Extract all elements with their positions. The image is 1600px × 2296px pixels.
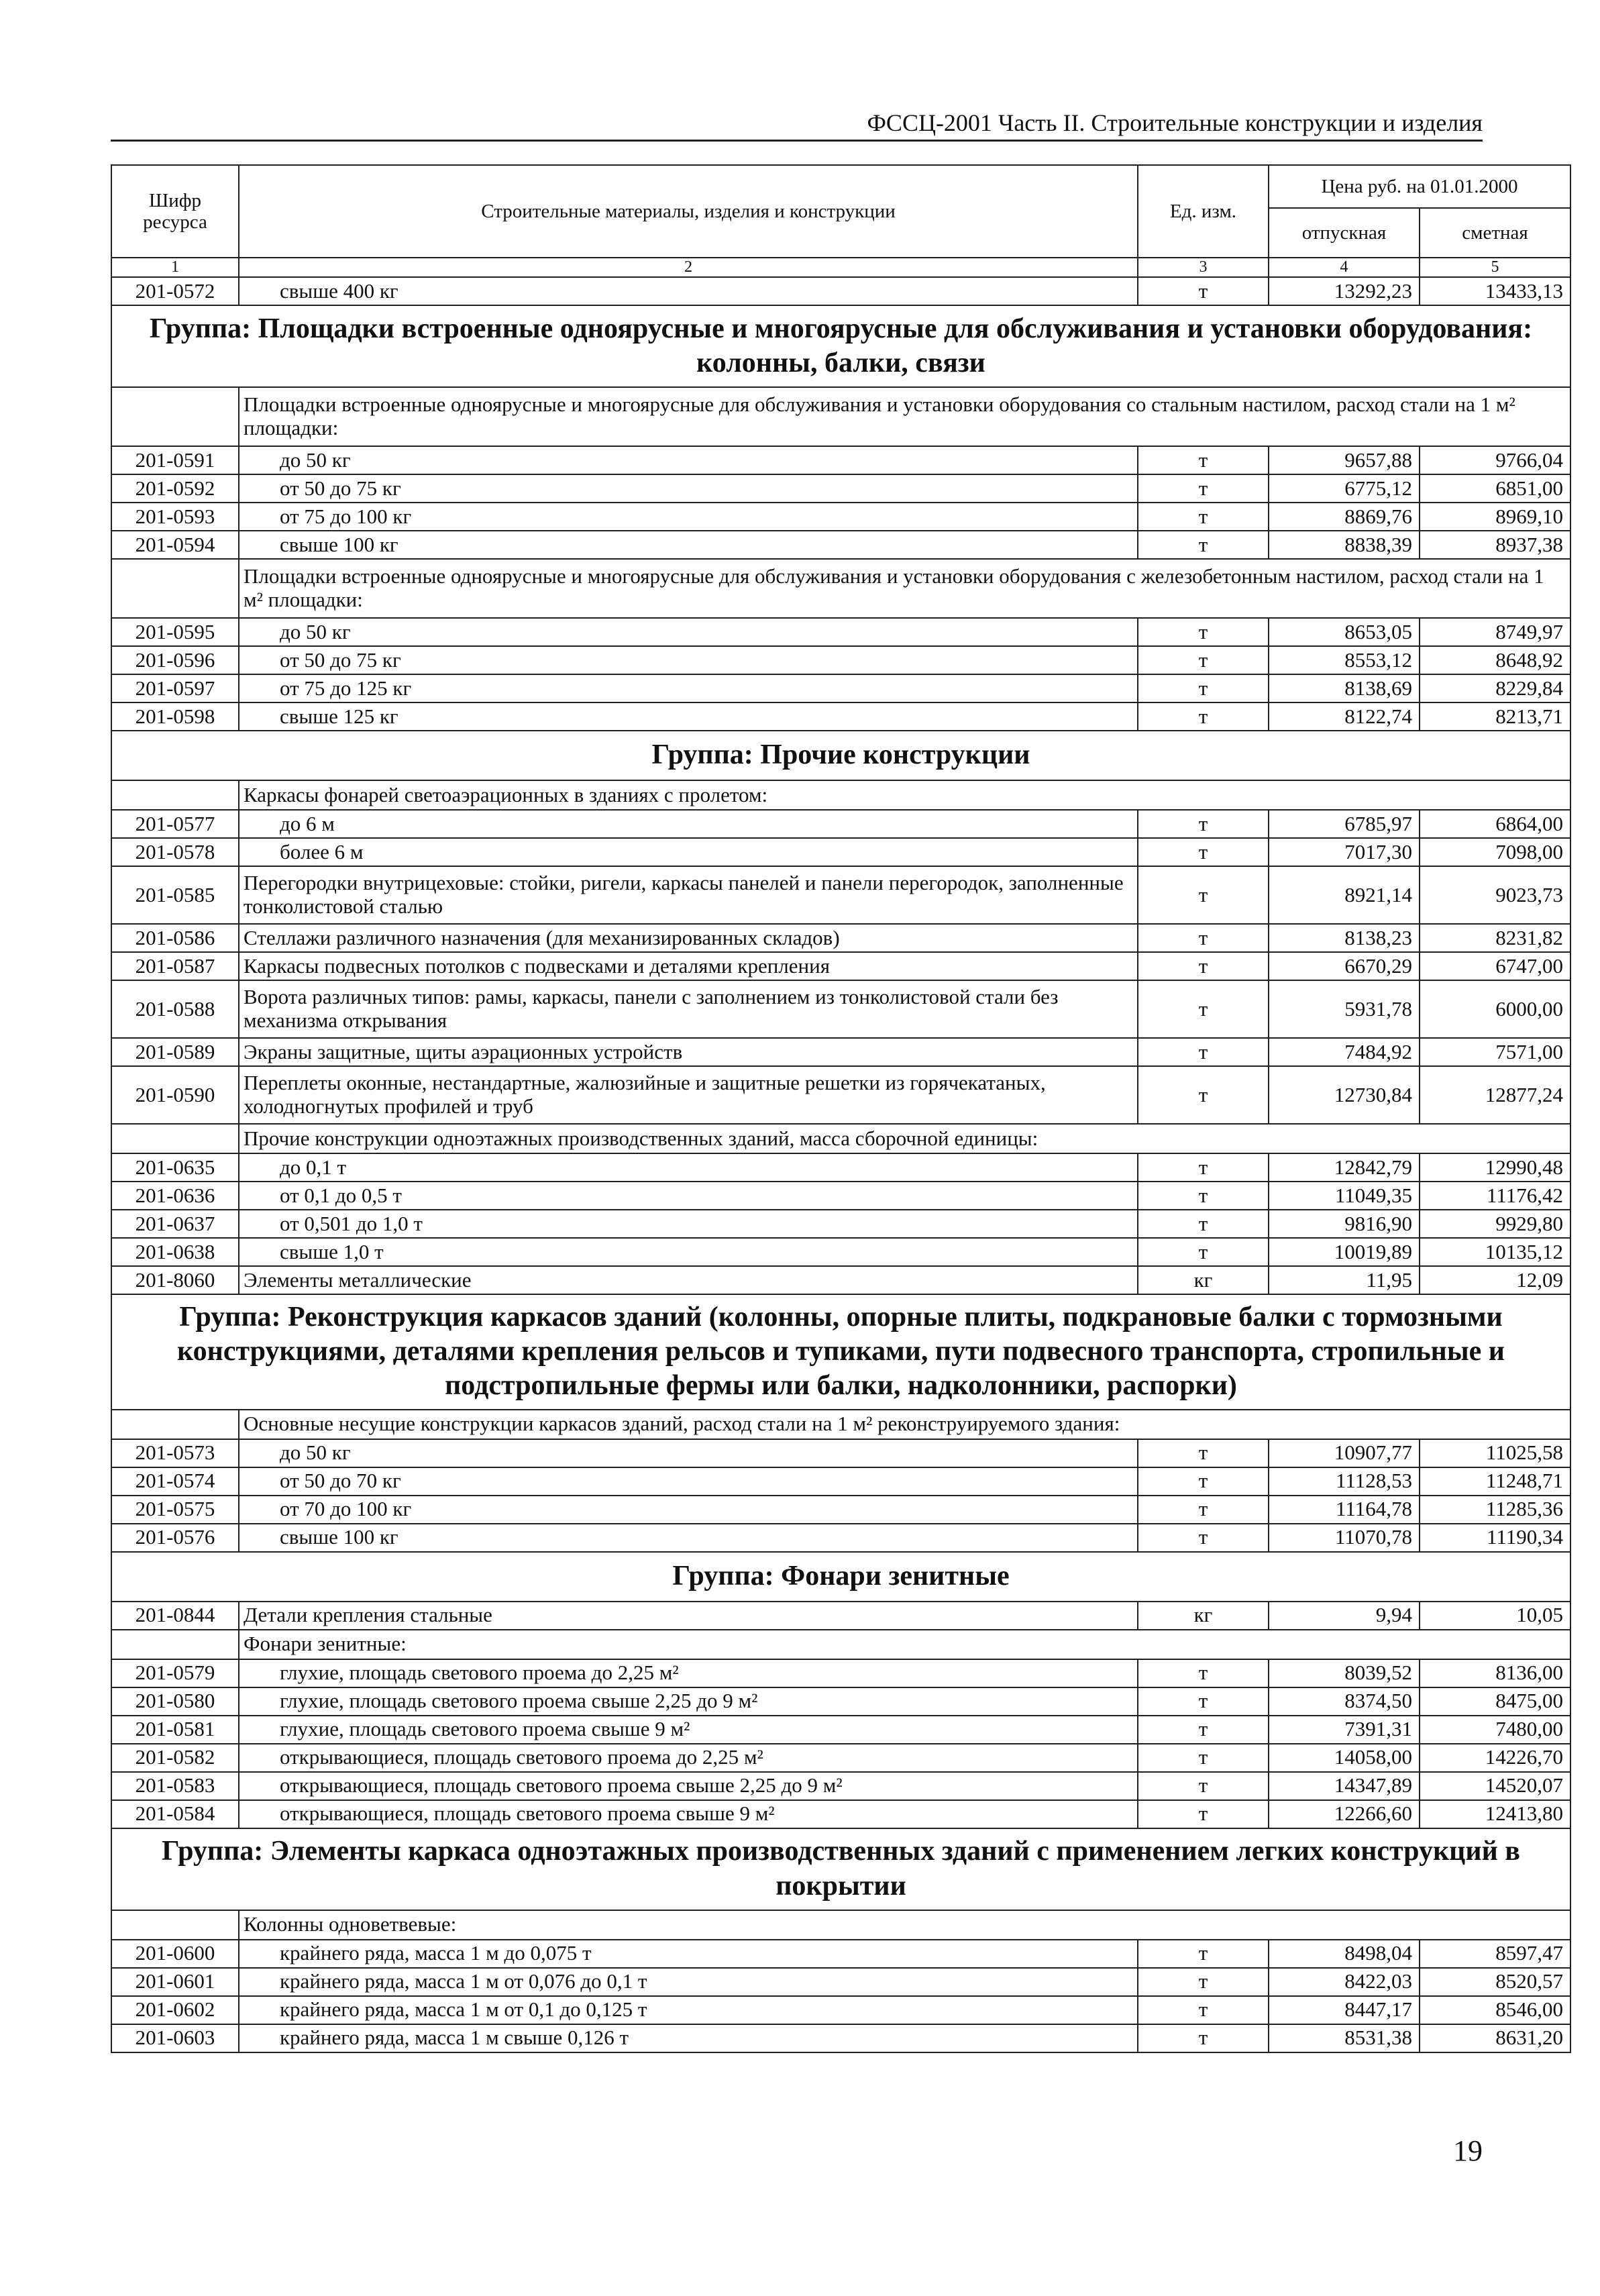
item-name-cell: открывающиеся, площадь светового проема до 2,25 м² [239, 1744, 1138, 1772]
table-row [111, 1744, 1570, 1772]
col-number-1: 1 [111, 258, 239, 277]
table-row [111, 277, 1570, 305]
item-name-cell: крайнего ряда, масса 1 м свыше 0,126 т [239, 2024, 1138, 2052]
unit-cell: т [1138, 1772, 1269, 1800]
col-header-name: Строительные материалы, изделия и конструкции [239, 165, 1138, 258]
item-name-cell: Каркасы подвесных потолков с подвесками и деталями крепления [239, 952, 1138, 980]
table-row [111, 1996, 1570, 2024]
item-name-cell: Элементы металлические [239, 1266, 1138, 1294]
unit-cell: т [1138, 702, 1269, 731]
table-row [111, 1524, 1570, 1552]
unit-cell: т [1138, 838, 1269, 866]
estimate-price-cell: 7098,00 [1420, 838, 1570, 866]
col-header-code: Шифр ресурса [111, 165, 239, 258]
table-row [111, 1238, 1570, 1266]
release-price-cell: 8138,69 [1269, 674, 1420, 702]
release-price-cell: 8039,52 [1269, 1659, 1420, 1687]
resource-code-cell: 201-0583 [111, 1772, 239, 1800]
release-price-cell: 8122,74 [1269, 702, 1420, 731]
section-label-row [111, 1124, 1570, 1153]
resource-code-cell: 201-0590 [111, 1066, 239, 1124]
estimate-price-cell: 8520,57 [1420, 1968, 1570, 1996]
estimate-price-cell: 11285,36 [1420, 1496, 1570, 1524]
resource-code-cell: 201-0593 [111, 503, 239, 531]
resource-code-cell: 201-0637 [111, 1210, 239, 1238]
item-name-cell: Переплеты оконные, нестандартные, жалюзийные и защитные решетки из горячекатаных, холодногнутых профилей и труб [239, 1066, 1138, 1124]
release-price-cell: 8138,23 [1269, 924, 1420, 952]
section-label-row [111, 1410, 1570, 1439]
release-price-cell: 9,94 [1269, 1602, 1420, 1630]
release-price-cell: 9657,88 [1269, 446, 1420, 474]
section-label: Основные несущие конструкции каркасов зданий, расход стали на 1 м² реконструируемого здания: [239, 1410, 1570, 1439]
resource-code-cell: 201-0601 [111, 1968, 239, 1996]
unit-cell: т [1138, 503, 1269, 531]
release-price-cell: 10907,77 [1269, 1439, 1420, 1467]
table-row [111, 838, 1570, 866]
resource-code-cell: 201-0573 [111, 1439, 239, 1467]
section-label-row [111, 1630, 1570, 1659]
estimate-price-cell: 6851,00 [1420, 474, 1570, 503]
unit-cell: т [1138, 646, 1269, 674]
section-label-row [111, 1910, 1570, 1940]
col-header-estimate: сметная [1420, 208, 1570, 258]
estimate-price-cell: 11190,34 [1420, 1524, 1570, 1552]
resource-code-cell: 201-0594 [111, 531, 239, 559]
table-row [111, 2024, 1570, 2052]
unit-cell: кг [1138, 1602, 1269, 1630]
item-name-cell: открывающиеся, площадь светового проема свыше 9 м² [239, 1800, 1138, 1828]
unit-cell: т [1138, 866, 1269, 924]
unit-cell: т [1138, 277, 1269, 305]
estimate-price-cell: 8231,82 [1420, 924, 1570, 952]
group-heading-row [111, 1294, 1570, 1410]
resource-code-cell: 201-0578 [111, 838, 239, 866]
release-price-cell: 9816,90 [1269, 1210, 1420, 1238]
table-row [111, 1496, 1570, 1524]
release-price-cell: 11070,78 [1269, 1524, 1420, 1552]
table-row [111, 1182, 1570, 1210]
unit-cell: т [1138, 1524, 1269, 1552]
table-body [111, 277, 1570, 2052]
item-name-cell: свыше 100 кг [239, 531, 1138, 559]
resource-code-cell: 201-0638 [111, 1238, 239, 1266]
estimate-price-cell: 8475,00 [1420, 1687, 1570, 1716]
resource-code-cell: 201-0600 [111, 1940, 239, 1968]
estimate-price-cell: 9929,80 [1420, 1210, 1570, 1238]
unit-cell: кг [1138, 1266, 1269, 1294]
resource-code-cell: 201-0635 [111, 1153, 239, 1182]
estimate-price-cell: 8648,92 [1420, 646, 1570, 674]
release-price-cell: 11164,78 [1269, 1496, 1420, 1524]
resource-code-cell: 201-0587 [111, 952, 239, 980]
estimate-price-cell: 6000,00 [1420, 980, 1570, 1038]
unit-cell: т [1138, 618, 1269, 646]
unit-cell: т [1138, 1238, 1269, 1266]
table-row [111, 1066, 1570, 1124]
estimate-price-cell: 7480,00 [1420, 1716, 1570, 1744]
unit-cell: т [1138, 1687, 1269, 1716]
section-label-row [111, 780, 1570, 810]
unit-cell: т [1138, 2024, 1269, 2052]
item-name-cell: от 50 до 70 кг [239, 1467, 1138, 1496]
resource-code-cell: 201-0596 [111, 646, 239, 674]
item-name-cell: глухие, площадь светового проема свыше 2,25 до 9 м² [239, 1687, 1138, 1716]
table-row [111, 1266, 1570, 1294]
estimate-price-cell: 11176,42 [1420, 1182, 1570, 1210]
unit-cell: т [1138, 1439, 1269, 1467]
estimate-price-cell: 6747,00 [1420, 952, 1570, 980]
table-row [111, 474, 1570, 503]
table-head [111, 165, 1570, 277]
release-price-cell: 8869,76 [1269, 503, 1420, 531]
resource-code-cell: 201-0577 [111, 810, 239, 838]
estimate-price-cell: 8749,97 [1420, 618, 1570, 646]
column-number-row [111, 258, 1570, 277]
unit-cell: т [1138, 1066, 1269, 1124]
item-name-cell: свыше 100 кг [239, 1524, 1138, 1552]
estimate-price-cell: 12,09 [1420, 1266, 1570, 1294]
item-name-cell: до 6 м [239, 810, 1138, 838]
item-name-cell: Перегородки внутрицеховые: стойки, ригели, каркасы панелей и панели перегородок, заполненные тонколистовой сталью [239, 866, 1138, 924]
resource-code-cell: 201-0588 [111, 980, 239, 1038]
estimate-price-cell: 8546,00 [1420, 1996, 1570, 2024]
unit-cell: т [1138, 1153, 1269, 1182]
table-row [111, 1968, 1570, 1996]
resource-code-cell: 201-0574 [111, 1467, 239, 1496]
table-row [111, 866, 1570, 924]
release-price-cell: 12730,84 [1269, 1066, 1420, 1124]
release-price-cell: 6775,12 [1269, 474, 1420, 503]
group-heading-row [111, 1552, 1570, 1602]
empty-code-cell [111, 1630, 239, 1659]
resource-code-cell: 201-0636 [111, 1182, 239, 1210]
table-row [111, 531, 1570, 559]
unit-cell: т [1138, 446, 1269, 474]
unit-cell: т [1138, 531, 1269, 559]
group-heading-row [111, 1828, 1570, 1910]
unit-cell: т [1138, 474, 1269, 503]
table-row [111, 1940, 1570, 1968]
resource-code-cell: 201-0572 [111, 277, 239, 305]
release-price-cell: 14058,00 [1269, 1744, 1420, 1772]
section-label: Каркасы фонарей светоаэрационных в зданиях с пролетом: [239, 780, 1570, 810]
unit-cell: т [1138, 810, 1269, 838]
empty-code-cell [111, 1410, 239, 1439]
col-number-2: 2 [239, 258, 1138, 277]
col-number-3: 3 [1138, 258, 1269, 277]
estimate-price-cell: 8136,00 [1420, 1659, 1570, 1687]
release-price-cell: 8553,12 [1269, 646, 1420, 674]
section-label: Прочие конструкции одноэтажных производственных зданий, масса сборочной единицы: [239, 1124, 1570, 1153]
table-row [111, 810, 1570, 838]
resource-code-cell: 201-0603 [111, 2024, 239, 2052]
unit-cell: т [1138, 1182, 1269, 1210]
estimate-price-cell: 6864,00 [1420, 810, 1570, 838]
table-row [111, 1439, 1570, 1467]
estimate-price-cell: 7571,00 [1420, 1038, 1570, 1066]
group-heading: Группа: Реконструкция каркасов зданий (колонны, опорные плиты, подкрановые балки с тормозными конструкциями, деталями крепления рельсов и тупиками, пути подвесного транспорта, стропильные и подстропильные фермы или балки, надколонники, распорки) [111, 1294, 1570, 1410]
item-name-cell: Экраны защитные, щиты аэрационных устройств [239, 1038, 1138, 1066]
release-price-cell: 7391,31 [1269, 1716, 1420, 1744]
estimate-price-cell: 12877,24 [1420, 1066, 1570, 1124]
resource-code-cell: 201-0584 [111, 1800, 239, 1828]
section-label-row [111, 559, 1570, 618]
item-name-cell: крайнего ряда, масса 1 м от 0,1 до 0,125 т [239, 1996, 1138, 2024]
section-label: Площадки встроенные одноярусные и многоярусные для обслуживания и установки оборудования со стальным настилом, расход стали на 1 м² площадки: [239, 387, 1570, 446]
estimate-price-cell: 9023,73 [1420, 866, 1570, 924]
item-name-cell: до 50 кг [239, 446, 1138, 474]
unit-cell: т [1138, 1968, 1269, 1996]
resource-code-cell: 201-0595 [111, 618, 239, 646]
estimate-price-cell: 12990,48 [1420, 1153, 1570, 1182]
empty-code-cell [111, 780, 239, 810]
table-row [111, 1210, 1570, 1238]
unit-cell: т [1138, 1467, 1269, 1496]
resource-code-cell: 201-0579 [111, 1659, 239, 1687]
table-row [111, 1772, 1570, 1800]
estimate-price-cell: 13433,13 [1420, 277, 1570, 305]
estimate-price-cell: 8937,38 [1420, 531, 1570, 559]
unit-cell: т [1138, 1940, 1269, 1968]
resource-code-cell: 201-0581 [111, 1716, 239, 1744]
estimate-price-cell: 8597,47 [1420, 1940, 1570, 1968]
release-price-cell: 14347,89 [1269, 1772, 1420, 1800]
estimate-price-cell: 8969,10 [1420, 503, 1570, 531]
item-name-cell: свыше 1,0 т [239, 1238, 1138, 1266]
resource-code-cell: 201-0576 [111, 1524, 239, 1552]
section-label: Колонны одноветвевые: [239, 1910, 1570, 1940]
table-row [111, 446, 1570, 474]
estimate-price-cell: 10,05 [1420, 1602, 1570, 1630]
item-name-cell: Ворота различных типов: рамы, каркасы, панели с заполнением из тонколистовой стали без механизма открывания [239, 980, 1138, 1038]
item-name-cell: Детали крепления стальные [239, 1602, 1138, 1630]
section-label: Фонари зенитные: [239, 1630, 1570, 1659]
item-name-cell: открывающиеся, площадь светового проема свыше 2,25 до 9 м² [239, 1772, 1138, 1800]
unit-cell: т [1138, 1659, 1269, 1687]
unit-cell: т [1138, 674, 1269, 702]
release-price-cell: 8498,04 [1269, 1940, 1420, 1968]
item-name-cell: до 50 кг [239, 618, 1138, 646]
resource-code-cell: 201-0582 [111, 1744, 239, 1772]
release-price-cell: 11,95 [1269, 1266, 1420, 1294]
table-row [111, 1153, 1570, 1182]
empty-code-cell [111, 1124, 239, 1153]
estimate-price-cell: 11025,58 [1420, 1439, 1570, 1467]
col-header-release: отпускная [1269, 208, 1420, 258]
estimate-price-cell: 8229,84 [1420, 674, 1570, 702]
table-row [111, 618, 1570, 646]
resource-code-cell: 201-0597 [111, 674, 239, 702]
item-name-cell: от 50 до 75 кг [239, 474, 1138, 503]
unit-cell: т [1138, 1210, 1269, 1238]
unit-cell: т [1138, 1716, 1269, 1744]
unit-cell: т [1138, 952, 1269, 980]
release-price-cell: 12266,60 [1269, 1800, 1420, 1828]
release-price-cell: 7017,30 [1269, 838, 1420, 866]
unit-cell: т [1138, 924, 1269, 952]
estimate-price-cell: 14226,70 [1420, 1744, 1570, 1772]
item-name-cell: свыше 125 кг [239, 702, 1138, 731]
release-price-cell: 5931,78 [1269, 980, 1420, 1038]
table-row [111, 702, 1570, 731]
item-name-cell: крайнего ряда, масса 1 м до 0,075 т [239, 1940, 1138, 1968]
release-price-cell: 11049,35 [1269, 1182, 1420, 1210]
table-row [111, 1602, 1570, 1630]
release-price-cell: 12842,79 [1269, 1153, 1420, 1182]
empty-code-cell [111, 559, 239, 618]
unit-cell: т [1138, 1038, 1269, 1066]
empty-code-cell [111, 387, 239, 446]
estimate-price-cell: 10135,12 [1420, 1238, 1570, 1266]
estimate-price-cell: 9766,04 [1420, 446, 1570, 474]
release-price-cell: 13292,23 [1269, 277, 1420, 305]
table-row [111, 980, 1570, 1038]
item-name-cell: свыше 400 кг [239, 277, 1138, 305]
release-price-cell: 11128,53 [1269, 1467, 1420, 1496]
release-price-cell: 8653,05 [1269, 618, 1420, 646]
unit-cell: т [1138, 1996, 1269, 2024]
col-header-price: Цена руб. на 01.01.2000 [1269, 165, 1570, 208]
group-heading-row [111, 305, 1570, 387]
col-header-unit: Ед. изм. [1138, 165, 1269, 258]
table-row [111, 924, 1570, 952]
item-name-cell: Стеллажи различного назначения (для механизированных складов) [239, 924, 1138, 952]
resource-code-cell: 201-0598 [111, 702, 239, 731]
resource-code-cell: 201-0592 [111, 474, 239, 503]
unit-cell: т [1138, 980, 1269, 1038]
resource-code-cell: 201-0589 [111, 1038, 239, 1066]
estimate-price-cell: 14520,07 [1420, 1772, 1570, 1800]
group-heading: Группа: Площадки встроенные одноярусные и многоярусные для обслуживания и установки оборудования: колонны, балки, связи [111, 305, 1570, 387]
release-price-cell: 8447,17 [1269, 1996, 1420, 2024]
estimate-price-cell: 11248,71 [1420, 1467, 1570, 1496]
item-name-cell: до 50 кг [239, 1439, 1138, 1467]
item-name-cell: от 75 до 100 кг [239, 503, 1138, 531]
item-name-cell: глухие, площадь светового проема свыше 9 м² [239, 1716, 1138, 1744]
table-row [111, 1716, 1570, 1744]
col-number-5: 5 [1420, 258, 1570, 277]
table-row [111, 1038, 1570, 1066]
group-heading: Группа: Прочие конструкции [111, 731, 1570, 780]
item-name-cell: от 70 до 100 кг [239, 1496, 1138, 1524]
empty-code-cell [111, 1910, 239, 1940]
col-number-4: 4 [1269, 258, 1420, 277]
unit-cell: т [1138, 1800, 1269, 1828]
table-row [111, 1659, 1570, 1687]
item-name-cell: от 0,1 до 0,5 т [239, 1182, 1138, 1210]
table-row [111, 1687, 1570, 1716]
item-name-cell: от 0,501 до 1,0 т [239, 1210, 1138, 1238]
release-price-cell: 10019,89 [1269, 1238, 1420, 1266]
item-name-cell: от 50 до 75 кг [239, 646, 1138, 674]
group-heading: Группа: Фонари зенитные [111, 1552, 1570, 1602]
page-number: 19 [1453, 2134, 1483, 2167]
resource-code-cell: 201-0586 [111, 924, 239, 952]
release-price-cell: 6785,97 [1269, 810, 1420, 838]
release-price-cell: 8838,39 [1269, 531, 1420, 559]
table-row [111, 1800, 1570, 1828]
group-heading: Группа: Элементы каркаса одноэтажных производственных зданий с применением легких конструкций в покрытии [111, 1828, 1570, 1910]
resource-code-cell: 201-0844 [111, 1602, 239, 1630]
estimate-price-cell: 12413,80 [1420, 1800, 1570, 1828]
release-price-cell: 8921,14 [1269, 866, 1420, 924]
section-label-row [111, 387, 1570, 446]
estimate-price-cell: 8213,71 [1420, 702, 1570, 731]
resource-code-cell: 201-0580 [111, 1687, 239, 1716]
price-table [111, 164, 1571, 2053]
item-name-cell: крайнего ряда, масса 1 м от 0,076 до 0,1 т [239, 1968, 1138, 1996]
price-table-wrapper [111, 164, 1563, 2053]
table-row [111, 952, 1570, 980]
release-price-cell: 8374,50 [1269, 1687, 1420, 1716]
table-row [111, 503, 1570, 531]
item-name-cell: от 75 до 125 кг [239, 674, 1138, 702]
release-price-cell: 8531,38 [1269, 2024, 1420, 2052]
resource-code-cell: 201-0575 [111, 1496, 239, 1524]
unit-cell: т [1138, 1744, 1269, 1772]
table-row [111, 1467, 1570, 1496]
section-label: Площадки встроенные одноярусные и многоярусные для обслуживания и установки оборудования с железобетонным настилом, расход стали на 1 м² площадки: [239, 559, 1570, 618]
item-name-cell: глухие, площадь светового проема до 2,25 м² [239, 1659, 1138, 1687]
resource-code-cell: 201-0591 [111, 446, 239, 474]
table-row [111, 674, 1570, 702]
estimate-price-cell: 8631,20 [1420, 2024, 1570, 2052]
resource-code-cell: 201-0585 [111, 866, 239, 924]
release-price-cell: 6670,29 [1269, 952, 1420, 980]
table-row [111, 646, 1570, 674]
page-header [111, 107, 1483, 142]
unit-cell: т [1138, 1496, 1269, 1524]
page-header-title: ФССЦ-2001 Часть II. Строительные конструкции и изделия [867, 109, 1483, 136]
release-price-cell: 7484,92 [1269, 1038, 1420, 1066]
item-name-cell: более 6 м [239, 838, 1138, 866]
item-name-cell: до 0,1 т [239, 1153, 1138, 1182]
resource-code-cell: 201-0602 [111, 1996, 239, 2024]
group-heading-row [111, 731, 1570, 780]
release-price-cell: 8422,03 [1269, 1968, 1420, 1996]
resource-code-cell: 201-8060 [111, 1266, 239, 1294]
